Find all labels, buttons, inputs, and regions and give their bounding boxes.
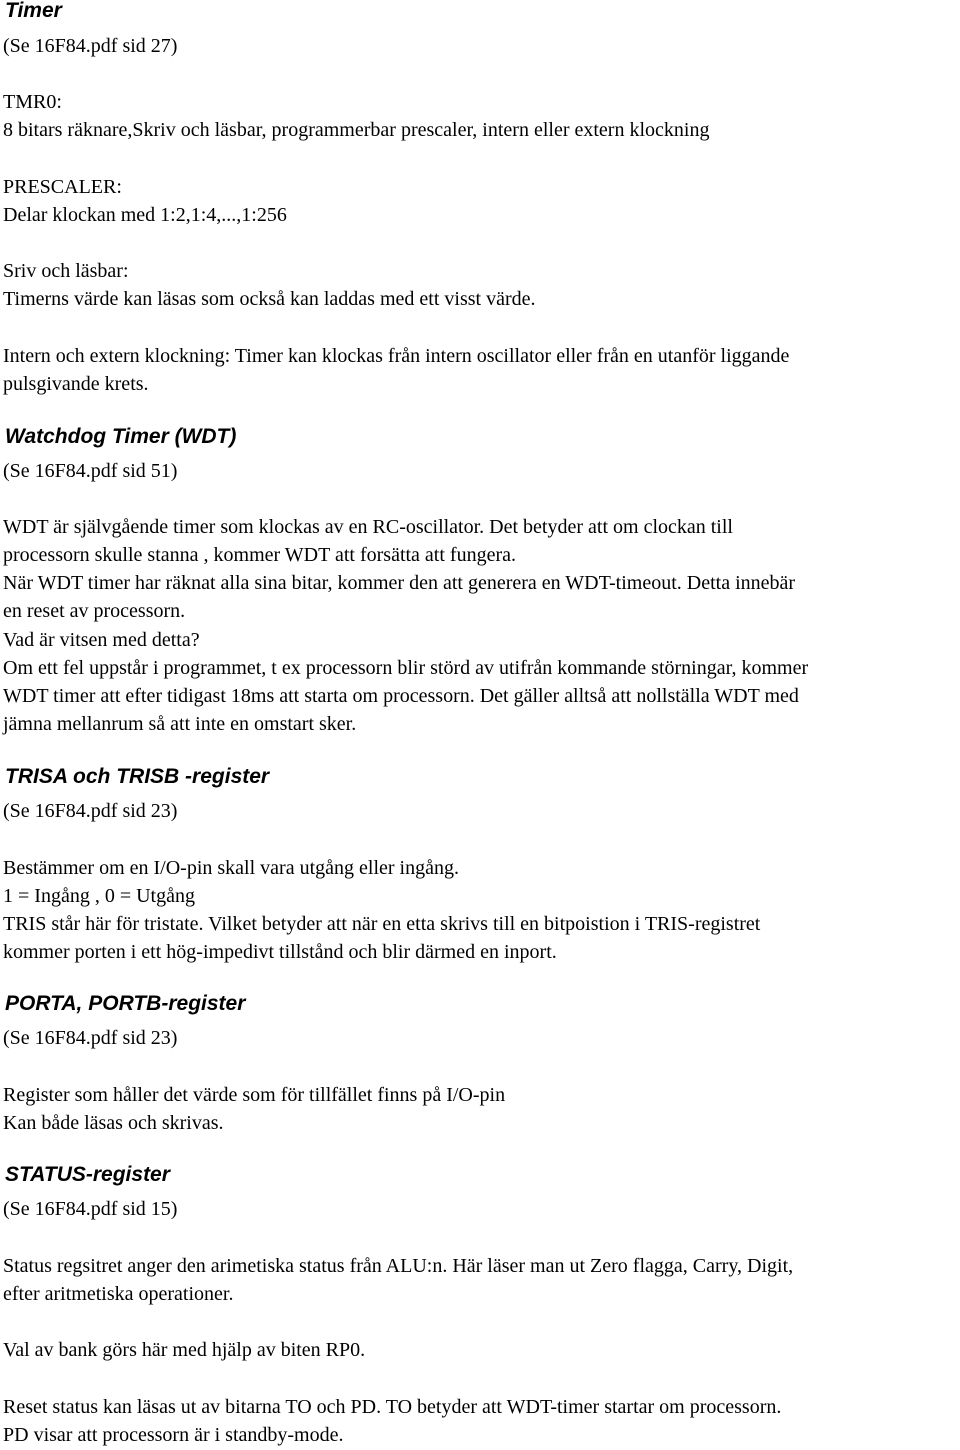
prescaler-desc: Delar klockan med 1:2,1:4,...,1:256 — [3, 204, 287, 226]
wdt-heading: Watchdog Timer (WDT) — [5, 425, 237, 448]
port-ref: (Se 16F84.pdf sid 23) — [3, 1027, 178, 1049]
prescaler-label: PRESCALER: — [3, 176, 122, 198]
clock-line-1: Intern och extern klockning: Timer kan klockas från intern oscillator eller från en utanför liggande — [3, 345, 790, 367]
tris-line: TRIS står här för tristate. Vilket betyder att när en etta skrivs till en bitpoistion i TRIS-registret — [3, 913, 761, 935]
wdt-line: processorn skulle stanna , kommer WDT att forsätta att fungera. — [3, 544, 516, 566]
status-ref: (Se 16F84.pdf sid 15) — [3, 1198, 178, 1220]
wdt-line: Vad är vitsen med detta? — [3, 629, 200, 651]
status-para2: Val av bank görs här med hjälp av biten RP0. — [3, 1339, 366, 1361]
wdt-line: WDT är självgående timer som klockas av en RC-oscillator. Det betyder att om clockan till — [3, 516, 733, 538]
wdt-ref: (Se 16F84.pdf sid 51) — [3, 460, 178, 482]
tris-line: kommer porten i ett hög-impedivt tillstånd och blir därmed en inport. — [3, 941, 557, 963]
timer-ref: (Se 16F84.pdf sid 27) — [3, 35, 178, 57]
tmr0-desc: 8 bitars räknare,Skriv och läsbar, programmerbar prescaler, intern eller extern klockning — [3, 119, 710, 141]
status-para1-line2: efter aritmetiska operationer. — [3, 1283, 234, 1305]
wdt-line: jämna mellanrum så att inte en omstart sker. — [3, 713, 357, 735]
rw-label: Sriv och läsbar: — [3, 260, 129, 282]
tmr0-label: TMR0: — [3, 91, 62, 113]
tris-line: Bestämmer om en I/O-pin skall vara utgång eller ingång. — [3, 857, 459, 879]
wdt-line: Om ett fel uppstår i programmet, t ex processorn blir störd av utifrån kommande störningar, kommer — [3, 657, 809, 679]
rw-desc: Timerns värde kan läsas som också kan laddas med ett visst värde. — [3, 288, 536, 310]
tris-line: 1 = Ingång , 0 = Utgång — [3, 885, 195, 907]
status-para3-line1: Reset status kan läsas ut av bitarna TO och PD. TO betyder att WDT-timer startar om processorn. — [3, 1396, 782, 1418]
timer-heading: Timer — [5, 0, 62, 22]
port-heading: PORTA, PORTB-register — [5, 992, 246, 1015]
wdt-line: en reset av processorn. — [3, 600, 186, 622]
port-line: Kan både läsas och skrivas. — [3, 1112, 224, 1134]
wdt-line: När WDT timer har räknat alla sina bitar, kommer den att generera en WDT-timeout. Detta innebär — [3, 572, 796, 594]
tris-heading: TRISA och TRISB -register — [5, 765, 270, 788]
tris-ref: (Se 16F84.pdf sid 23) — [3, 800, 178, 822]
status-heading: STATUS-register — [5, 1163, 170, 1186]
wdt-line: WDT timer att efter tidigast 18ms att starta om processorn. Det gäller alltså att nollställa WDT med — [3, 685, 799, 707]
status-para1-line1: Status regsitret anger den arimetiska status från ALU:n. Här läser man ut Zero flagga, Carry, Digit, — [3, 1255, 794, 1277]
status-para3-line2: PD visar att processorn är i standby-mode. — [3, 1424, 344, 1446]
clock-line-2: pulsgivande krets. — [3, 373, 149, 395]
port-line: Register som håller det värde som för tillfället finns på I/O-pin — [3, 1084, 506, 1106]
